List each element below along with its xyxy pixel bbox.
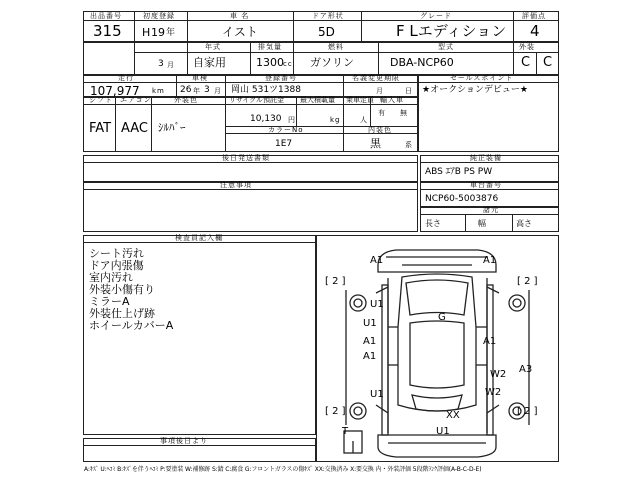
- chassis-no-label: 車台番号: [470, 181, 502, 189]
- door-type-label: ドア形状: [312, 12, 344, 20]
- interior-color-label: 内装色: [368, 126, 392, 134]
- inspection-label: 車検: [192, 74, 208, 82]
- width-label: 幅: [478, 219, 486, 228]
- first-reg-era: H: [142, 26, 151, 39]
- car-name-label: 車 名: [230, 12, 250, 20]
- inspection-year: 26: [180, 85, 192, 95]
- mark-t-rear: T: [342, 426, 349, 437]
- mark-a3-right: A3: [519, 364, 533, 375]
- grade-label: グレード: [420, 12, 452, 20]
- interior-color-unit: 系: [405, 141, 413, 149]
- mark-w2-right-2: W2: [485, 387, 502, 398]
- inspection-month: 3: [204, 85, 210, 95]
- inspector-note: シート汚れ: [89, 247, 144, 260]
- grade-value: F Lエディション: [396, 22, 507, 40]
- first-reg-year-unit: 年: [166, 28, 176, 38]
- ext-int-label: 外装: [519, 43, 535, 51]
- height-label: 高さ: [516, 219, 532, 228]
- inspection-month-unit: 月: [214, 87, 222, 95]
- capacity-label: 乗車定員: [346, 96, 374, 104]
- registration-no-label: 登録番号: [265, 74, 297, 82]
- recycle-deposit-unit: 円: [288, 116, 296, 124]
- first-reg-month: 3: [158, 59, 164, 69]
- mark-a1-left-2: A1: [363, 351, 377, 362]
- first-reg-year: 19: [151, 26, 165, 39]
- equipment-label: 純正装備: [470, 154, 502, 162]
- post-docs-label: 後日発送書類: [222, 154, 270, 162]
- mark-w2-right-1: W2: [490, 369, 507, 380]
- equipment-value: ABS ｴｱB PS PW: [425, 167, 493, 177]
- lot-no-value: 315: [93, 22, 122, 40]
- max-load-unit: kg: [330, 116, 341, 124]
- inspector-note: 外装小傷有り: [89, 283, 155, 296]
- inspector-notes-label: 検査員記入欄: [175, 234, 223, 242]
- mark-g-roof: G: [438, 312, 446, 323]
- exterior-score: C: [521, 55, 531, 70]
- mark-bracket-2-left: [ 2 ]: [325, 276, 346, 287]
- sales-point-value: ★オークションデビュー★: [422, 85, 528, 95]
- import-label: 輸入車: [380, 96, 404, 104]
- interior-color-value: 黒: [370, 137, 381, 150]
- inspector-note: ドア内張傷: [89, 259, 144, 272]
- first-reg-label: 初度登録: [143, 12, 175, 20]
- door-type-value: 5D: [318, 25, 335, 39]
- recycle-deposit-value: 10,130: [250, 114, 282, 124]
- mileage-value: 107,977: [90, 84, 140, 98]
- mark-u1-rear: U1: [436, 426, 450, 437]
- inspector-notes-list: [89, 248, 173, 332]
- first-reg-month-unit: 月: [167, 61, 175, 69]
- post-items-label: 事項後日より: [160, 437, 208, 445]
- notes-label: 注意事項: [220, 181, 252, 189]
- inspector-note: 室内汚れ: [89, 271, 133, 284]
- name-change-month-unit: 月: [376, 87, 384, 95]
- fuel-value: ガソリン: [310, 56, 354, 69]
- import-no: 無: [400, 109, 408, 117]
- interior-score: C: [543, 55, 553, 70]
- mark-xx-rear: XX: [446, 410, 460, 421]
- mileage-label: 走行: [118, 74, 134, 82]
- car-name-value: イスト: [222, 25, 258, 39]
- score-label: 評価点: [522, 12, 546, 20]
- displacement-label: 排気量: [258, 43, 282, 51]
- color-no-label: カラーNo: [268, 126, 304, 134]
- mark-u1-left-door: U1: [370, 299, 384, 310]
- name-change-day-unit: 日: [405, 87, 413, 95]
- model-code-value: DBA-NCP60: [390, 56, 454, 69]
- aircon-value: AAC: [121, 121, 148, 136]
- max-load-label: 最大積載量: [300, 96, 335, 104]
- inspector-note: ミラーA: [89, 295, 130, 308]
- mark-a1-left-1: A1: [363, 336, 377, 347]
- name-change-label: 名義変更期限: [352, 74, 400, 82]
- exterior-color-label: 外装色: [174, 96, 198, 104]
- inspection-year-unit: 年: [193, 87, 201, 95]
- model-code-label: 型式: [438, 43, 454, 51]
- mark-a1-front-right: A1: [483, 255, 497, 266]
- mark-u1-left-door2: U1: [363, 318, 377, 329]
- aircon-label: エアコン: [120, 96, 152, 104]
- recycle-deposit-label: リサイクル預託金: [229, 96, 285, 104]
- inspector-note: 外装仕上げ跡: [89, 307, 155, 320]
- displacement-value: 1300: [256, 56, 284, 69]
- displacement-unit: cc: [283, 60, 293, 68]
- shift-label: シフト: [89, 96, 113, 104]
- exterior-color-value: ｼﾙﾊﾞｰ: [158, 121, 186, 134]
- usage-value: 自家用: [193, 56, 226, 69]
- lot-no-label: 出品番号: [90, 12, 122, 20]
- mark-a1-right-1: A1: [483, 336, 497, 347]
- import-yes: 有: [378, 109, 386, 117]
- inspector-note: ホイールカバーA: [89, 319, 174, 332]
- registration-no-value: 岡山 531ツ1388: [231, 85, 301, 95]
- mark-bracket-2-right: [ 2 ]: [517, 276, 538, 287]
- legend-text: A:ｷｽﾞ U:ﾍｺﾐ B:ｷｽﾞを伴うﾍｺﾐ P:要塗装 W:補修跡 S:錆 C:腐食 G:フロントガラスの傷ｷｽﾞ XX:交換済み X:要交換 内・外装評価 5段階ﾗﾝｸ評価(A-B-C-D-E): [84, 466, 482, 473]
- mileage-unit: km: [152, 87, 165, 95]
- model-year-label: 年式: [205, 43, 221, 51]
- mark-bracket-2-bl: [ 2 ]: [325, 406, 346, 417]
- dimensions-label: 諸元: [483, 206, 499, 214]
- mark-bracket-2-br: [ 2 ]: [517, 406, 538, 417]
- mark-a1-front-left: A1: [370, 255, 384, 266]
- fuel-label: 燃料: [328, 43, 344, 51]
- score-value: 4: [530, 22, 540, 40]
- length-label: 長さ: [425, 219, 441, 228]
- shift-value: FAT: [89, 121, 112, 136]
- capacity-unit: 人: [360, 116, 368, 124]
- sales-point-label: セールスポイント: [450, 74, 514, 82]
- color-no-value: 1E7: [275, 139, 293, 149]
- mark-u1-left-rear: U1: [370, 389, 384, 400]
- chassis-no-value: NCP60-5003876: [425, 194, 499, 204]
